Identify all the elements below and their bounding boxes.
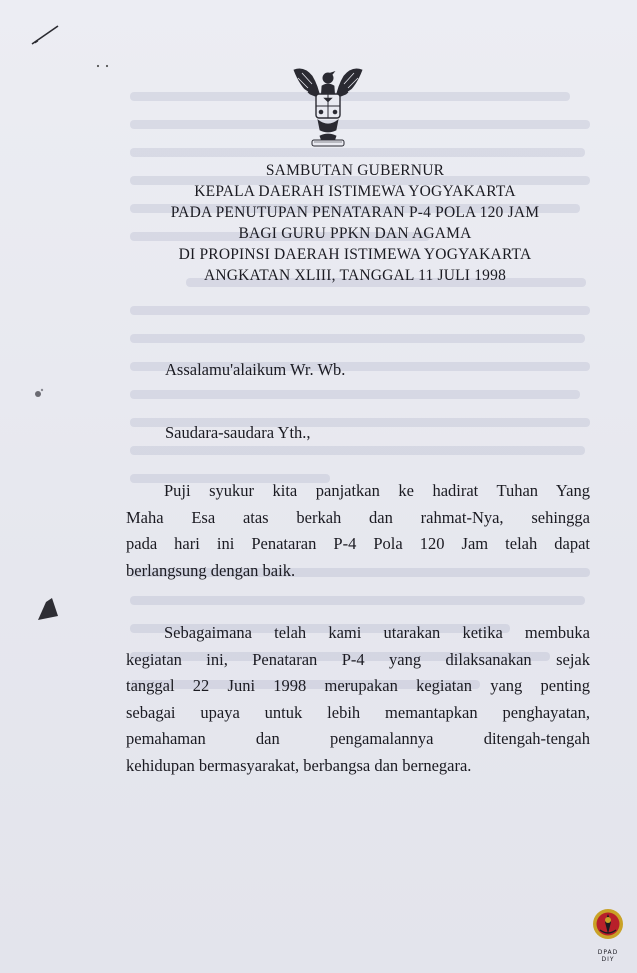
paragraph-2-line-1: Sebagaimana telah kami utarakan ketika membuka	[164, 623, 590, 642]
dust-speck	[95, 62, 111, 70]
title-line-1: SAMBUTAN GUBERNUR	[265, 162, 445, 179]
title-line-2: KEPALA DAERAH ISTIMEWA YOGYAKARTA	[194, 183, 516, 200]
paragraph-2-line-3: tanggal 22 Juni 1998 merupakan kegiatan yang penting	[126, 676, 590, 695]
paragraph-1-line-3: pada hari ini Penataran P-4 Pola 120 Jam telah dapat	[126, 534, 590, 553]
archive-logo-text-2: DIY	[601, 956, 615, 963]
title-line-4: BAGI GURU PPKN DAN AGAMA	[238, 225, 472, 242]
paragraph-2-line-6: kehidupan bermasyarakat, berbangsa dan bernegara.	[126, 755, 472, 775]
dust-speck	[30, 385, 46, 401]
paragraph-2-line-5: pemahaman dan pengamalannya ditengah-tengah	[126, 729, 590, 748]
paragraph-1-line-4: berlangsung dengan baik.	[126, 560, 296, 580]
pen-mark	[30, 24, 60, 46]
address-line: Saudara-saudara Yth.,	[165, 423, 311, 442]
paragraph-2-line-4: sebagai upaya untuk lebih memantapkan penghayatan,	[126, 702, 590, 722]
title-line-6: ANGKATAN XLIII, TANGGAL 11 JULI 1998	[203, 267, 507, 284]
garuda-emblem-icon	[290, 64, 366, 148]
archive-logo	[590, 906, 626, 962]
greeting: Assalamu'alaikum Wr. Wb.	[165, 360, 346, 379]
title-line-5: DI PROPINSI DAERAH ISTIMEWA YOGYAKARTA	[178, 246, 532, 263]
paragraph-1-line-2: Maha Esa atas berkah dan rahmat-Nya, sehingga	[126, 507, 590, 527]
paragraph-1-line-1: Puji syukur kita panjatkan ke hadirat Tuhan Yang	[164, 481, 590, 500]
archive-seal-icon	[590, 906, 626, 944]
paper-tear-mark	[34, 596, 62, 622]
speech-title	[120, 160, 590, 286]
paragraph-2-line-2: kegiatan ini, Penataran P-4 yang dilaksanakan sejak	[126, 649, 590, 669]
archive-logo-text-1: DPAD	[597, 949, 619, 956]
title-line-3: PADA PENUTUPAN PENATARAN P-4 POLA 120 JAM	[170, 204, 540, 221]
paragraph-1	[126, 478, 590, 584]
paragraph-2	[126, 620, 590, 779]
